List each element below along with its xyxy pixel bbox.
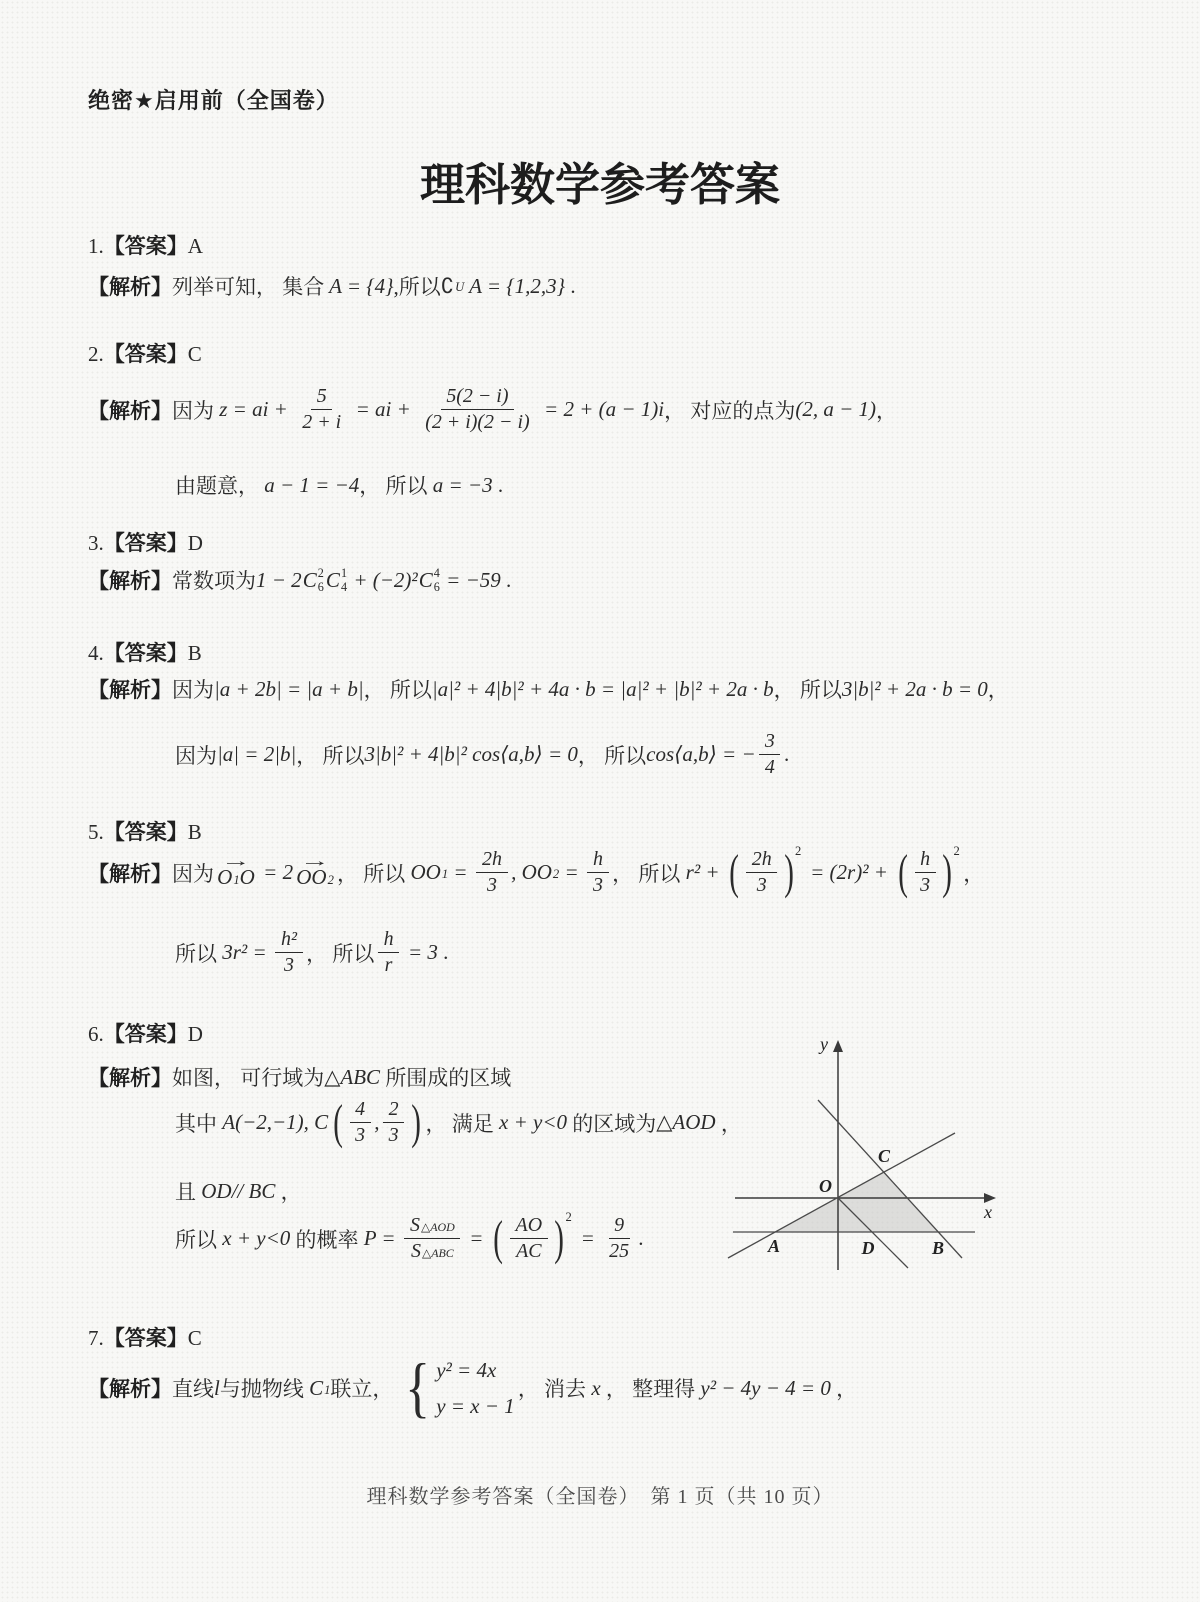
answer-label: 【答案】 — [103, 531, 188, 555]
math-token: 2 — [552, 867, 560, 882]
math-token: 3|b|² + 2a · b = 0 — [841, 676, 988, 701]
line-bc — [818, 1100, 962, 1258]
math-token: ) — [784, 846, 794, 900]
q1-answer-line — [88, 230, 203, 260]
math-token: △AOD — [420, 1219, 455, 1234]
math-token — [522, 860, 560, 885]
math-token: 3 — [593, 874, 604, 897]
math-token: 【解析】 — [88, 678, 172, 702]
math-token: (2, a − 1) — [795, 397, 877, 422]
math-token: r² + — [680, 860, 725, 885]
math-token: 2h — [476, 848, 507, 873]
math-token: l — [214, 1375, 220, 1400]
q2-answer-line — [88, 338, 202, 368]
math-token: A = {1,2,3} — [464, 273, 566, 298]
math-token: 因为 — [175, 743, 217, 768]
math-token: 5 — [311, 385, 332, 410]
q3-answer-line — [88, 527, 203, 557]
math-token: 2 — [795, 843, 802, 858]
math-token — [410, 1214, 455, 1237]
question-number: 3. — [88, 531, 104, 555]
math-token — [434, 566, 440, 594]
math-token — [506, 1214, 551, 1263]
math-token: ， 所以 — [773, 678, 842, 702]
math-token: z = ai + — [214, 397, 294, 422]
math-token: ， — [280, 1180, 302, 1204]
math-token — [759, 730, 780, 779]
figure-label-d: D — [861, 1238, 875, 1258]
q6-answer-line — [88, 1018, 203, 1048]
math-token: 由题意， — [175, 474, 265, 498]
math-token: C — [302, 567, 317, 592]
math-token — [383, 1098, 404, 1147]
math-token: ,所以 — [393, 275, 441, 299]
math-token: OO — [405, 860, 441, 885]
math-token: ， — [963, 861, 985, 886]
security-header: 绝密★启用前（全国卷） — [88, 88, 339, 113]
math-token: = 2 — [257, 860, 294, 885]
math-token: 且 — [175, 1180, 202, 1204]
math-token: △ABC — [421, 1245, 454, 1260]
math-token: y² = 4x — [436, 1358, 497, 1382]
math-token — [296, 867, 334, 888]
math-token — [346, 1098, 408, 1147]
math-token: , — [374, 1110, 380, 1135]
q7-answer-line — [88, 1322, 202, 1352]
math-token: h² — [275, 928, 302, 953]
math-token: 1 — [340, 565, 348, 580]
math-token: A = {4} — [324, 273, 394, 298]
math-token: ， — [836, 1377, 858, 1402]
math-token: x + y<0 — [493, 1110, 573, 1135]
math-token: 4 — [350, 1098, 371, 1123]
math-token: + (−2)² — [348, 567, 418, 592]
math-token: = — [559, 860, 584, 885]
q7-analysis-line — [88, 1351, 858, 1425]
figure-label-c: C — [877, 1146, 891, 1166]
math-token: 常数项为 — [172, 569, 256, 593]
math-token: r — [384, 954, 393, 977]
math-token: 1 − 2 — [256, 567, 302, 592]
q4-answer-line — [88, 637, 202, 667]
math-token: 【解析】 — [88, 1377, 172, 1402]
math-token: 的概率 — [295, 1227, 364, 1252]
math-token: |a|² + 4|b|² + 4a · b = |a|² + |b|² + 2a · b — [431, 676, 774, 701]
answer-label: 【答案】 — [103, 820, 188, 844]
question-number: 7. — [88, 1326, 104, 1350]
q2-analysis-line-2 — [175, 470, 503, 500]
math-token — [402, 1351, 515, 1425]
answer-value: D — [187, 531, 203, 555]
math-token: x — [586, 1375, 606, 1400]
math-token: ， 所以 — [306, 941, 375, 966]
question-number: 4. — [88, 641, 104, 665]
math-token: → — [220, 853, 251, 870]
question-number: 2. — [88, 342, 104, 366]
q5-analysis-line — [88, 843, 985, 900]
answer-label: 【答案】 — [103, 1326, 188, 1350]
math-token: 2 — [327, 873, 334, 888]
math-token: AO — [510, 1214, 548, 1239]
math-token — [296, 853, 334, 890]
math-token: 3 — [355, 1124, 366, 1147]
figure-label-o: O — [819, 1176, 832, 1196]
math-token: ) — [942, 846, 953, 900]
math-token: 6 — [317, 580, 324, 594]
math-token: 3r² = — [217, 940, 272, 965]
math-token: ， — [987, 678, 1009, 702]
math-token: OO — [296, 865, 327, 890]
q5-answer-line — [88, 816, 202, 846]
math-token — [341, 566, 347, 594]
math-token — [604, 1214, 635, 1263]
math-token: 2 — [953, 843, 960, 858]
figure-label-a: A — [767, 1236, 781, 1256]
math-token: 3|b|² + 4|b|² cos⟨a,b⟩ = 0 — [364, 742, 578, 767]
math-token — [217, 853, 255, 890]
math-token: 所围成的区域 — [385, 1066, 512, 1090]
figure-label-b: B — [931, 1238, 945, 1258]
math-token: AC — [516, 1240, 542, 1263]
math-token: 因为 — [172, 861, 214, 886]
math-token — [217, 867, 239, 888]
math-token: 4 — [340, 580, 348, 594]
math-token — [303, 566, 324, 594]
math-token — [726, 843, 803, 900]
math-token: a = −3 — [427, 472, 498, 497]
math-token: ∁ — [440, 273, 455, 298]
math-token: 3 — [486, 874, 497, 897]
math-token: . — [497, 472, 504, 497]
math-token: ， 所以 — [612, 861, 681, 886]
math-token: . — [783, 742, 790, 767]
math-token: ( — [493, 1212, 504, 1266]
figure-label-y: y — [820, 1034, 828, 1054]
q6-analysis-line-2 — [175, 1096, 742, 1150]
math-token: 列举可知， 集合 — [172, 275, 325, 299]
math-token: = — [448, 860, 473, 885]
math-token — [476, 848, 507, 897]
math-token: 【解析】 — [88, 398, 172, 423]
math-token: = — [463, 1226, 489, 1251]
math-token: . — [443, 940, 449, 965]
math-token: ， 所以 — [296, 743, 365, 768]
math-token: . — [565, 273, 576, 298]
math-token: 2h — [746, 848, 777, 873]
math-token: ， — [720, 1111, 742, 1136]
math-token: 的区域为 — [572, 1111, 657, 1136]
math-token: 因为 — [172, 398, 214, 423]
answer-label: 【答案】 — [103, 1022, 188, 1046]
answer-value: B — [187, 641, 202, 665]
math-token: { — [404, 1351, 430, 1425]
math-token: P = — [363, 1226, 401, 1251]
answer-value: D — [187, 1022, 203, 1046]
math-token — [587, 848, 608, 897]
math-token: 其中 — [175, 1111, 223, 1136]
math-token: ， 所以 — [577, 743, 647, 768]
math-token — [915, 848, 936, 897]
question-number: 5. — [88, 820, 104, 844]
math-token: 3 — [920, 874, 931, 897]
question-number: 1. — [88, 234, 104, 258]
math-token: = (2r)² + — [804, 860, 894, 885]
q5-analysis-line-2 — [175, 928, 448, 977]
math-token — [405, 1239, 459, 1263]
math-token: a − 1 = −4 — [264, 472, 360, 497]
q1-analysis-line — [88, 271, 576, 301]
math-token: y = x − 1 — [436, 1393, 515, 1418]
q4-analysis-line — [88, 674, 1009, 704]
math-token: h — [378, 928, 399, 953]
math-token: 2 — [565, 1209, 572, 1224]
math-token: 9 — [609, 1214, 630, 1239]
math-token: 如图， 可行域为 — [172, 1066, 325, 1090]
math-token: C — [325, 567, 340, 592]
math-token — [510, 1214, 548, 1263]
math-token: OD// BC — [201, 1178, 281, 1203]
math-token — [404, 1214, 460, 1239]
math-token: 【解析】 — [88, 569, 172, 593]
answer-label: 【答案】 — [103, 641, 188, 665]
figure-label-x: x — [984, 1202, 992, 1222]
math-token — [296, 867, 334, 888]
math-token: 所以 — [175, 941, 217, 966]
math-token: |a| = 2|b| — [217, 742, 297, 767]
math-token: , — [511, 860, 522, 885]
answer-value: A — [187, 234, 203, 258]
q6-analysis-line-4 — [175, 1209, 644, 1266]
math-token: 4 — [433, 565, 440, 580]
math-token: ) — [554, 1212, 565, 1266]
line-ac — [728, 1133, 955, 1258]
math-token: 3 — [284, 954, 294, 977]
math-token: 6 — [433, 580, 440, 594]
math-token: 联立， — [330, 1377, 399, 1402]
math-token — [895, 843, 962, 900]
math-token: ( — [333, 1096, 343, 1150]
math-token: 2 + i — [302, 411, 342, 434]
feasible-region-figure — [688, 1032, 1008, 1277]
math-token: C — [303, 1375, 324, 1400]
math-token: . — [500, 567, 512, 592]
math-token: ， 对应的点为 — [664, 398, 796, 423]
math-token: h — [587, 848, 608, 873]
math-token: S — [411, 1240, 421, 1263]
math-token: = ai + — [350, 397, 417, 422]
math-token: 2 — [383, 1098, 404, 1123]
math-token: = 3 — [402, 940, 444, 965]
q6-analysis-line-3 — [175, 1176, 302, 1206]
page-title: 理科数学参考答案 — [419, 160, 780, 210]
math-token — [330, 1096, 424, 1150]
math-token: 【解析】 — [88, 861, 172, 886]
math-token: ( — [898, 846, 908, 900]
math-token: 2 — [317, 565, 324, 580]
math-token: △ABC — [324, 1064, 386, 1089]
math-token: 3 — [756, 874, 767, 897]
math-token: y² − 4y − 4 = 0 — [695, 1375, 837, 1400]
math-token — [420, 385, 536, 434]
math-token: = — [575, 1226, 601, 1251]
math-token: ， 所以 — [359, 474, 428, 498]
math-token: 3 — [388, 1124, 399, 1147]
math-token: ， 所以 — [363, 678, 432, 702]
math-token — [490, 1209, 573, 1266]
math-token: ， 消去 — [517, 1377, 587, 1402]
feasible-region-svg — [688, 1032, 1008, 1277]
math-token: 【解析】 — [88, 275, 172, 299]
math-token — [746, 848, 777, 897]
math-token — [419, 566, 440, 594]
y-axis-arrow — [833, 1040, 843, 1052]
math-token — [911, 848, 939, 897]
math-token: S — [410, 1214, 420, 1236]
math-token: h — [915, 848, 936, 873]
math-token: O — [217, 865, 233, 890]
math-token — [297, 385, 347, 434]
answer-label: 【答案】 — [103, 234, 188, 258]
math-token: (2 + i)(2 − i) — [425, 411, 530, 434]
math-token — [441, 274, 464, 299]
math-token: ， — [876, 398, 898, 423]
math-token: OO — [521, 860, 552, 885]
math-token — [743, 848, 781, 897]
math-token — [326, 566, 347, 594]
math-token: 25 — [609, 1240, 630, 1263]
answer-value: C — [187, 342, 202, 366]
math-token: |a + 2b| = |a + b| — [214, 676, 364, 701]
math-token: . — [638, 1226, 644, 1251]
math-token: 因为 — [172, 678, 214, 702]
math-token: x + y<0 — [217, 1226, 296, 1251]
math-token: U — [455, 280, 465, 295]
math-token: 与抛物线 — [219, 1377, 304, 1402]
q6-analysis-line — [88, 1062, 511, 1092]
math-token: → — [300, 853, 331, 870]
math-token: cos⟨a,b⟩ = − — [646, 742, 756, 767]
math-token: ， 所以 — [337, 861, 406, 886]
math-token: ) — [410, 1096, 421, 1150]
q2-analysis-line — [88, 385, 897, 434]
math-token — [217, 867, 255, 888]
math-token: = 2 + (a − 1)i — [538, 397, 665, 422]
math-token: △AOD — [656, 1110, 721, 1135]
math-token — [436, 1358, 514, 1419]
math-token: 1 — [324, 1382, 331, 1397]
math-token — [304, 1376, 331, 1401]
math-token: 1 — [441, 867, 449, 882]
math-token — [275, 928, 302, 977]
math-token — [405, 860, 448, 885]
q4-analysis-line-2 — [175, 730, 789, 779]
math-token: O — [239, 865, 255, 890]
math-token: 1 — [233, 873, 240, 888]
math-token — [411, 1240, 454, 1263]
question-number: 6. — [88, 1022, 104, 1046]
math-token: 所以 — [175, 1227, 217, 1252]
math-token: ( — [729, 846, 740, 900]
math-token: ， 满足 — [425, 1111, 494, 1136]
math-token — [404, 1214, 460, 1263]
answer-value: C — [187, 1326, 202, 1350]
shaded-region — [775, 1172, 938, 1232]
math-token: 【解析】 — [88, 1066, 172, 1090]
math-token: 4 — [764, 756, 775, 779]
q3-analysis-line — [88, 565, 511, 595]
math-token — [378, 928, 399, 977]
math-token: 直线 — [172, 1377, 214, 1402]
math-token: A(−2,−1), C — [222, 1110, 329, 1135]
math-token: 3 — [759, 730, 780, 755]
page-footer: 理科数学参考答案（全国卷） 第 1 页（共 10 页） — [366, 1486, 834, 1508]
math-token: C — [418, 567, 433, 592]
math-token: 5(2 − i) — [441, 385, 514, 410]
math-token: ， 整理得 — [605, 1377, 696, 1402]
math-token: = −59 — [440, 567, 501, 592]
math-token — [350, 1098, 371, 1147]
math-token — [318, 566, 324, 594]
answer-value: B — [187, 820, 202, 844]
answer-label: 【答案】 — [103, 342, 188, 366]
